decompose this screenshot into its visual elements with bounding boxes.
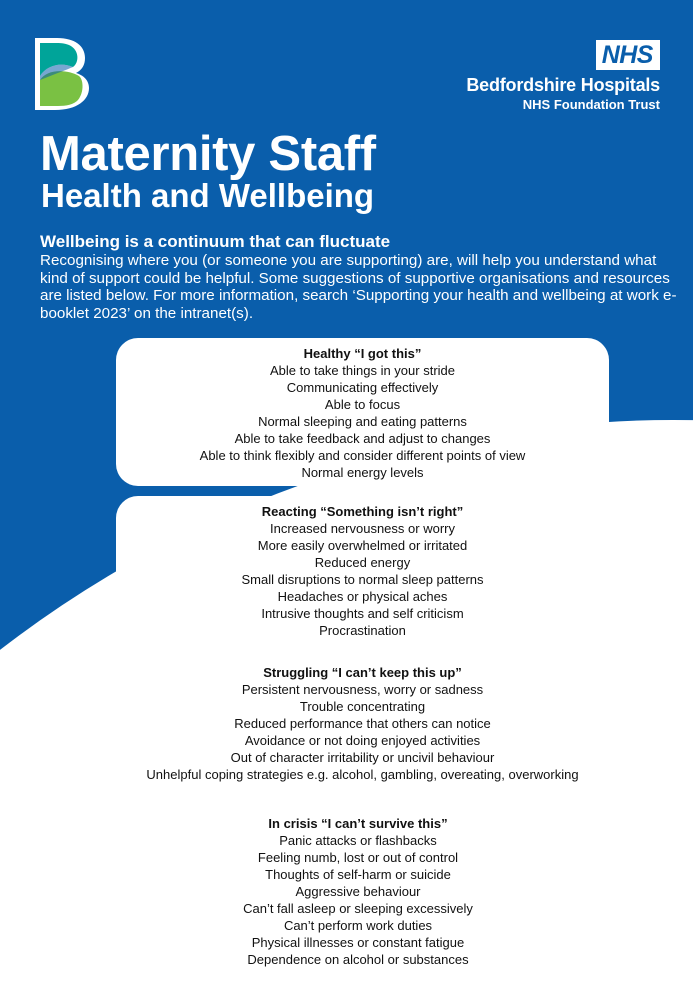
list-item: Procrastination: [319, 623, 406, 638]
list-item: Dependence on alcohol or substances: [247, 952, 469, 967]
card-list: [116, 362, 609, 481]
page-subtitle: Health and Wellbeing: [41, 177, 375, 214]
card-title: In crisis “I can’t survive this”: [268, 816, 448, 831]
trust-name: Bedfordshire Hospitals: [466, 75, 660, 95]
card-healthy: [116, 338, 609, 486]
intro-heading: Wellbeing is a continuum that can fluctuate: [40, 232, 391, 251]
list-item: Communicating effectively: [286, 380, 439, 395]
list-item: Small disruptions to normal sleep patterns: [241, 572, 484, 587]
list-item: Reduced energy: [314, 555, 411, 570]
list-item: More easily overwhelmed or irritated: [257, 538, 468, 553]
card-struggling: [116, 652, 609, 798]
card-title: Healthy “I got this”: [303, 346, 422, 361]
list-item: Intrusive thoughts and self criticism: [261, 606, 464, 621]
list-item: Feeling numb, lost or out of control: [257, 850, 459, 865]
bedfordshire-b-logo-icon: [33, 36, 91, 112]
list-item: Increased nervousness or worry: [270, 521, 455, 536]
list-item: Thoughts of self-harm or suicide: [265, 867, 451, 882]
list-item: Can’t fall asleep or sleeping excessively: [243, 901, 473, 916]
list-item: Headaches or physical aches: [277, 589, 448, 604]
card-crisis: [169, 808, 547, 971]
list-item: Normal energy levels: [301, 465, 424, 480]
nhs-badge: NHS: [596, 40, 660, 70]
intro-body: Recognising where you (or someone you are supporting) are, will help you understand what kind of support could be helpful. Some suggestions of supportive organisations and resources are listed below. For more information, search ‘Supporting your health and wellbeing at work e-booklet 2023’ on the intranet(s).: [40, 252, 677, 322]
nhs-trust-branding: [466, 40, 660, 112]
list-item: Able to take things in your stride: [270, 363, 455, 378]
list-item: Persistent nervousness, worry or sadness: [241, 682, 484, 697]
card-reacting: [116, 496, 609, 642]
card-list: [116, 520, 609, 639]
card-title: Struggling “I can’t keep this up”: [263, 665, 462, 680]
trust-subtitle: NHS Foundation Trust: [522, 97, 660, 112]
list-item: Panic attacks or flashbacks: [279, 833, 437, 848]
list-item: Unhelpful coping strategies e.g. alcohol, gambling, overeating, overworking: [146, 767, 579, 782]
list-item: Aggressive behaviour: [295, 884, 421, 899]
list-item: Normal sleeping and eating patterns: [258, 414, 467, 429]
list-item: Avoidance or not doing enjoyed activities: [244, 733, 481, 748]
card-title: Reacting “Something isn’t right”: [261, 504, 464, 519]
list-item: Can’t perform work duties: [283, 918, 433, 933]
card-list: [169, 832, 547, 968]
list-item: Reduced performance that others can notice: [234, 716, 491, 731]
page-title: Maternity Staff: [40, 127, 376, 181]
list-item: Trouble concentrating: [299, 699, 426, 714]
list-item: Out of character irritability or uncivil behaviour: [230, 750, 495, 765]
list-item: Physical illnesses or constant fatigue: [251, 935, 465, 950]
list-item: Able to take feedback and adjust to changes: [234, 431, 491, 446]
card-list: [116, 681, 609, 783]
list-item: Able to think flexibly and consider different points of view: [199, 448, 526, 463]
list-item: Able to focus: [324, 397, 401, 412]
